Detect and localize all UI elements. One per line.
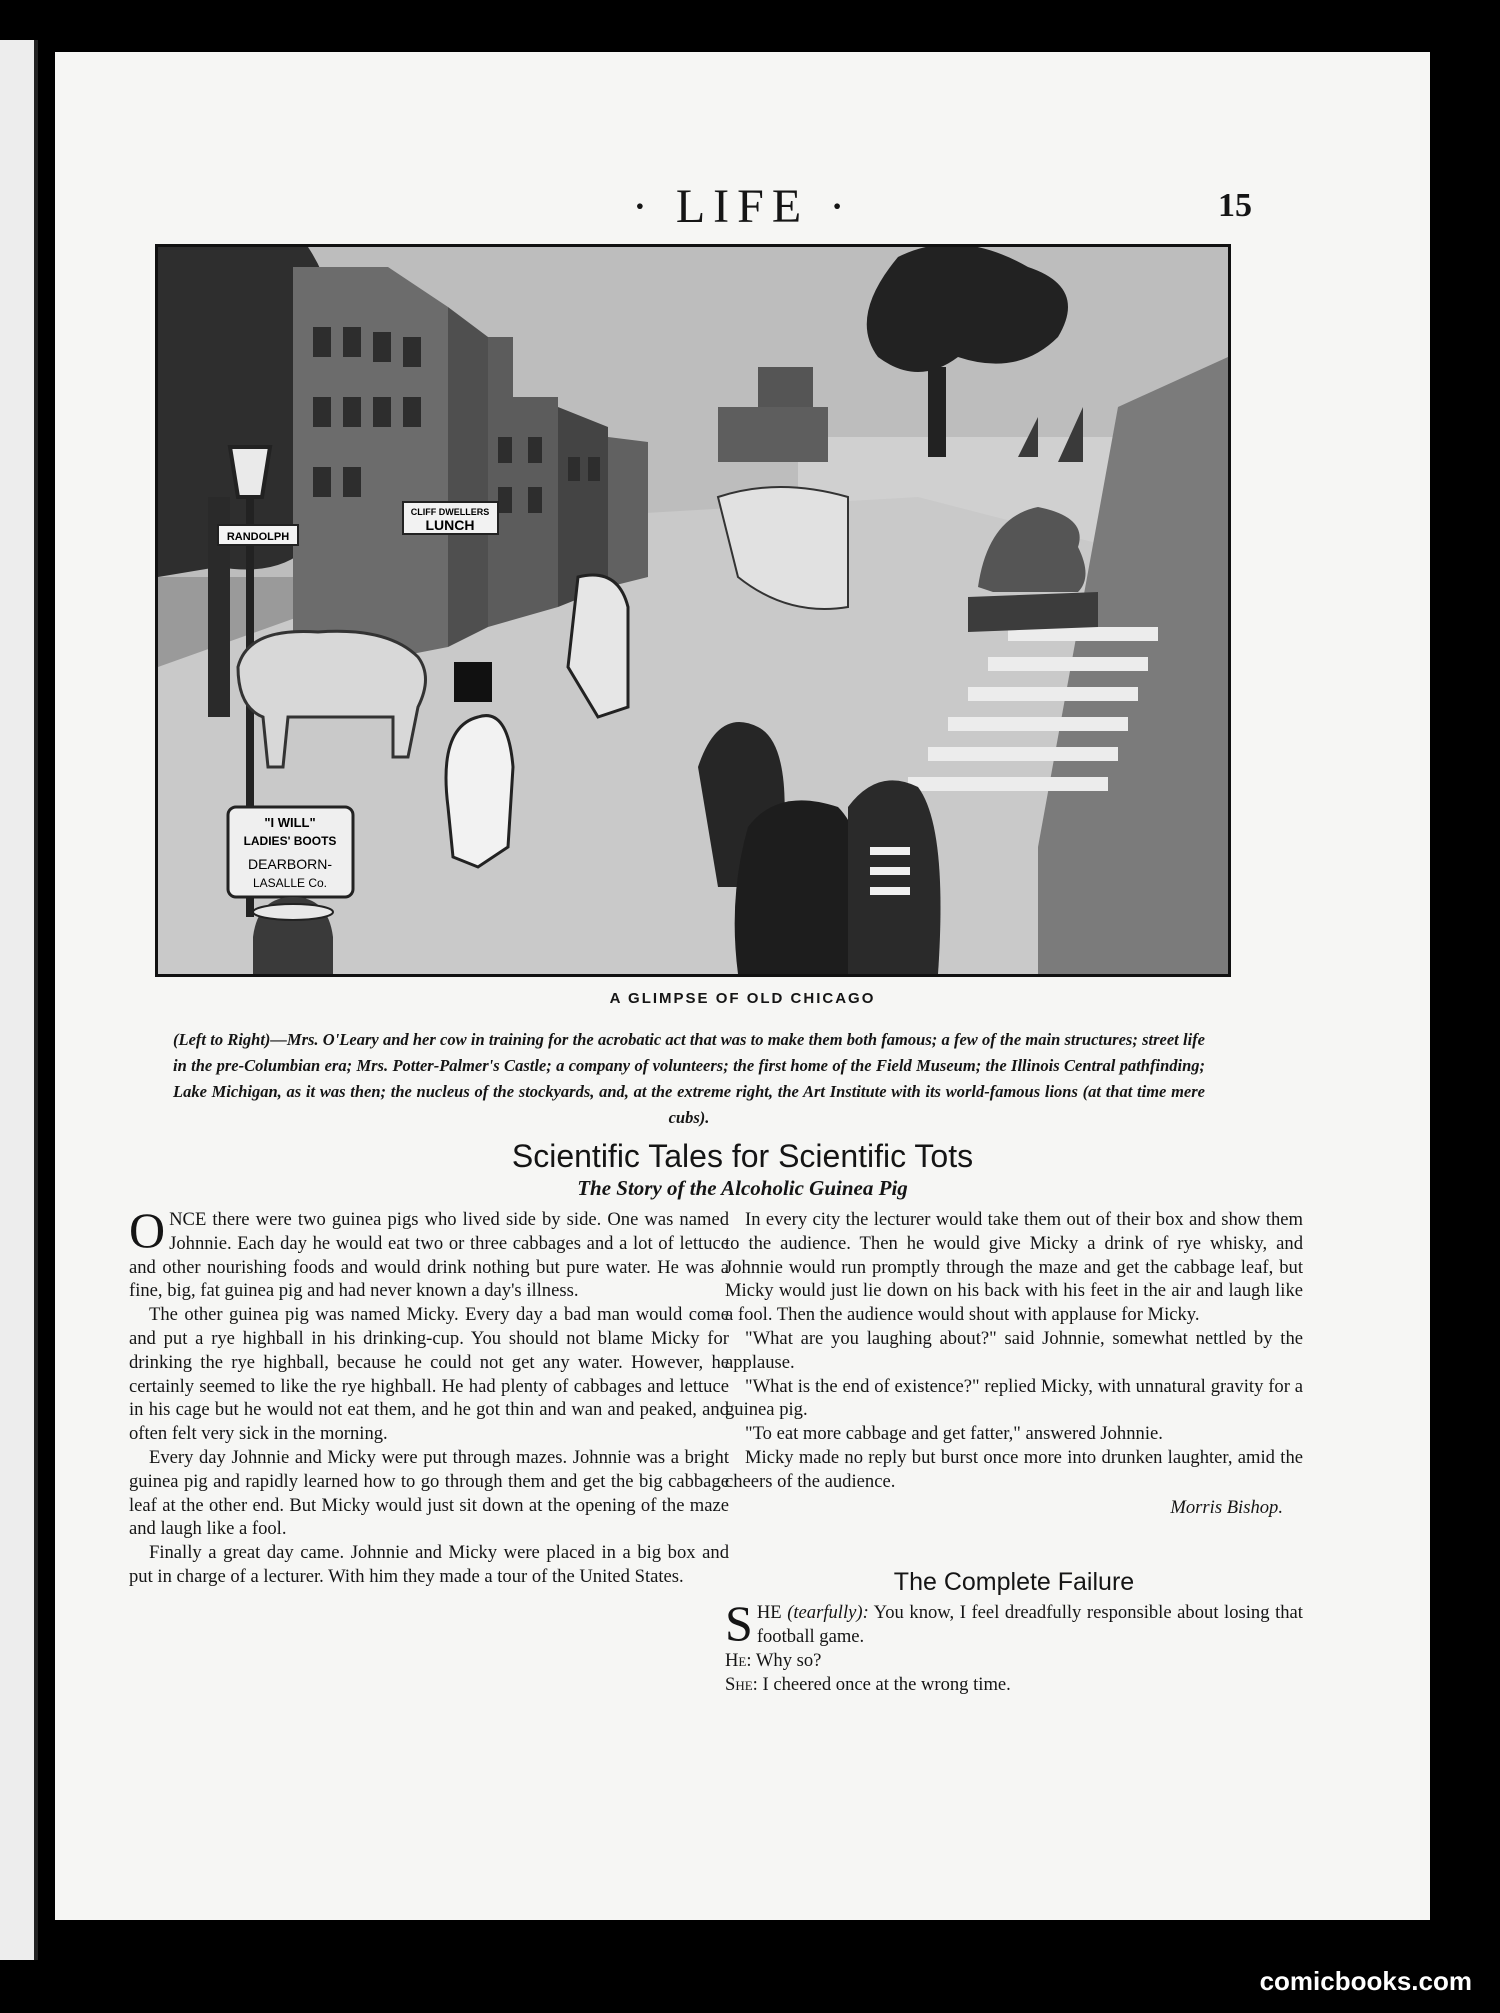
story-paragraph-4: Finally a great day came. Johnnie and Micky were placed in a big box and put in charge of a lecturer. With him they made a tour of the United States.: [129, 1542, 729, 1587]
failure-line-2: He: Why so?: [725, 1649, 822, 1671]
boots-sign-line2: LADIES' BOOTS: [243, 834, 337, 848]
illustration-caption: (Left to Right)—Mrs. O'Leary and her cow in training for the acrobatic act that was to make them both famous; a few of the main structures; street life in the pre-Columbian era; Mrs. Potter-Palmer's Castle; a company of volunteers; the first home of the Field Museum; the Illinois Central pathfinding; Lake Michigan, as it was then; the nucleus of the stockyards, and, at the extreme right, the Art Institute with its world-famous lions (at that time mere cubs).: [173, 1030, 1205, 1127]
illustration-title: A GLIMPSE OF OLD CHICAGO: [609, 990, 876, 1007]
illustration-drawing: [158, 247, 1228, 974]
castle: [718, 407, 828, 462]
boots-sign-line1: "I WILL": [264, 815, 316, 830]
building-5: [608, 437, 648, 587]
failure-drop-cap: S: [725, 1595, 753, 1652]
story-subtitle: The Story of the Alcoholic Guinea Pig: [577, 1176, 908, 1200]
story-paragraph-7: "What is the end of existence?" replied Micky, with unnatural gravity for a guinea pig.: [725, 1375, 1303, 1421]
story-paragraph-6: "What are you laughing about?" said Johnnie, somewhat nettled by the applause.: [725, 1327, 1303, 1373]
building-2: [448, 307, 488, 647]
smokestack: [928, 367, 946, 457]
story-paragraph-3: Every day Johnnie and Micky were put through mazes. Johnnie was a bright guinea pig and rapidly learned how to go through them and get the big cabbage leaf at the other end. But Micky would just sit down at the opening of the maze and laugh like a fool.: [129, 1446, 729, 1540]
story-column-right: [725, 1208, 1303, 1696]
story-paragraph-2: The other guinea pig was named Micky. Every day a bad man would come and put a rye highball in his drinking-cup. You should not blame Micky for drinking the rye highball, because he could not get any water. However, he certainly seemed to like the rye highball. He had plenty of cabbages and lettuce in his cage but he would not eat them, and he got thin and wan and peaked, and often felt very sick in the morning.: [129, 1304, 729, 1445]
cowboy-shirt-stripes: [870, 847, 910, 895]
failure-title: The Complete Failure: [893, 1568, 1135, 1597]
page-number: 15: [1218, 187, 1252, 224]
story-paragraph-1: ONCE there were two guinea pigs who lived side by side. One was named Johnnie. Each day he would eat two or three cabbages and a lot of lettuce and other nourishing foods and would drink nothing but pure water. He was a fine, big, fat guinea pig and had never known a day's illness.: [129, 1202, 729, 1302]
story-column-left: [129, 1202, 729, 1589]
lunch-sign-top-text: CLIFF DWELLERS: [410, 507, 490, 517]
salesman-hat: [253, 904, 333, 920]
lunch-sign-text: LUNCH: [425, 517, 475, 533]
street-lamp: [230, 447, 270, 497]
boots-sign-line4: LASALLE Co.: [252, 876, 328, 890]
watermark: comicbooks.com: [1259, 1966, 1472, 1996]
chicago-illustration: [155, 244, 1231, 977]
byline: Morris Bishop.: [1170, 1496, 1283, 1518]
cowboy-man: [848, 780, 941, 974]
speaker-he: He:: [725, 1649, 752, 1671]
cloaked-woman: [735, 800, 865, 974]
story-title: Scientific Tales for Scientific Tots: [511, 1138, 974, 1174]
top-hat: [454, 662, 492, 702]
randolph-sign-text: RANDOLPH: [226, 531, 290, 543]
stage-direction: (tearfully):: [787, 1602, 869, 1624]
story-paragraph-9: Micky made no reply but burst once more into drunken laughter, amid the cheers of the audience.: [725, 1446, 1303, 1492]
magazine-page: [55, 52, 1430, 1920]
failure-line-3: She: I cheered once at the wrong time.: [725, 1673, 1011, 1695]
failure-line-1: SHE (tearfully): You know, I feel dreadfully responsible about losing that football game.: [725, 1595, 1303, 1652]
boots-sign-line3: DEARBORN-: [247, 856, 333, 872]
drop-cap: O: [129, 1202, 166, 1258]
lion-pedestal: [968, 592, 1098, 632]
top-hat-man: [446, 716, 513, 867]
previous-page-edge: [0, 40, 38, 1960]
story-paragraph-5: In every city the lecturer would take them out of their box and show them to the audience. Then he would give Micky a drink of rye whisky, and Johnnie would run promptly through the maze and get the cabbage leaf, but Micky would just lie down on his back with his feet in the air and laugh like a fool. Then the audience would shout with applause for Micky.: [725, 1209, 1303, 1326]
story-paragraph-8: "To eat more cabbage and get fatter," answered Johnnie.: [745, 1423, 1163, 1445]
speaker-she: She:: [725, 1673, 758, 1695]
running-head: · LIFE ·: [631, 180, 854, 233]
